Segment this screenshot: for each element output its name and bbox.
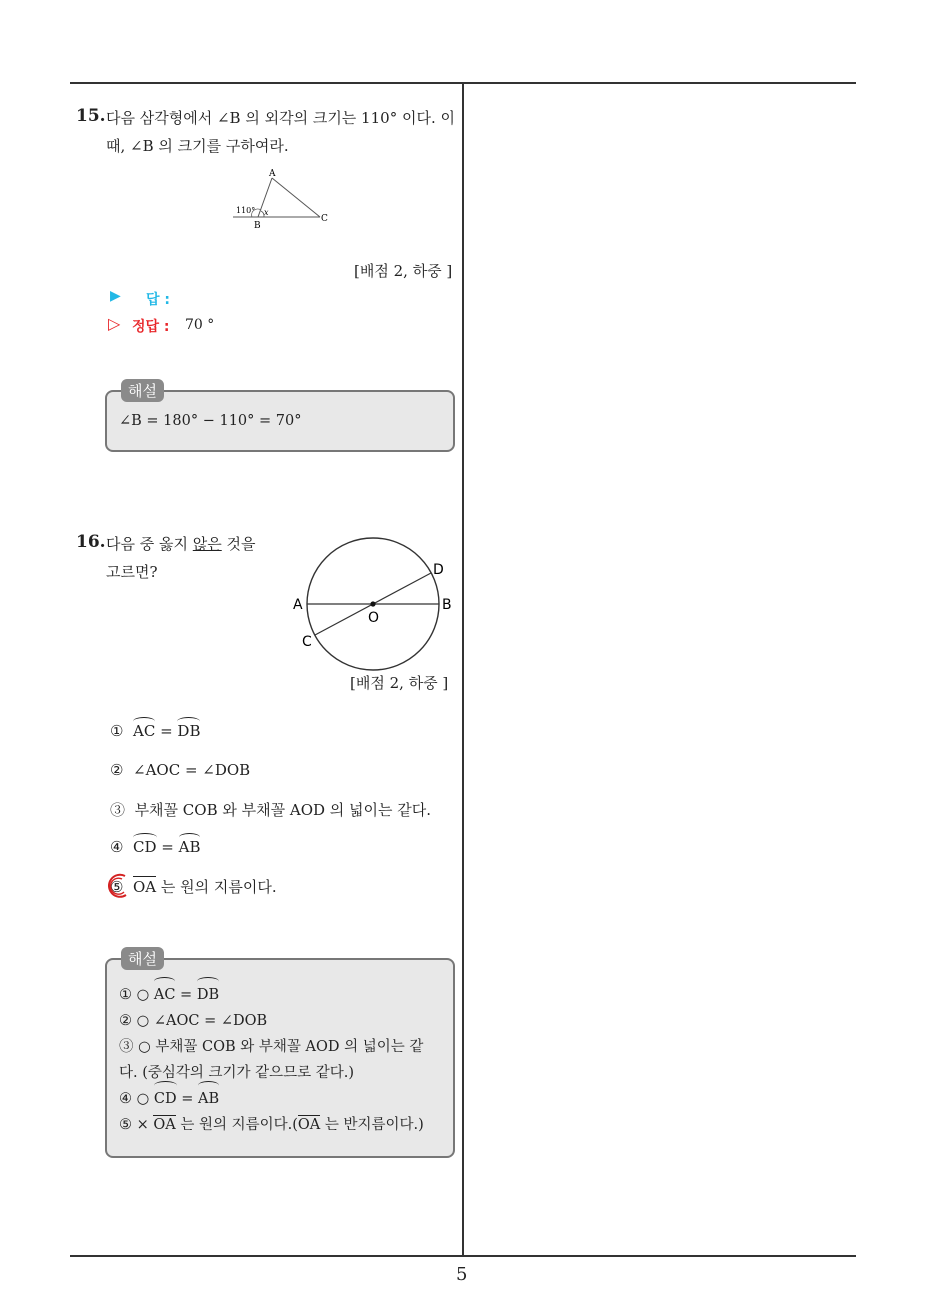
angle-label: 110°	[236, 206, 256, 215]
question-15-line2: 때, ∠B 의 크기를 구하여라.	[106, 137, 289, 155]
explanation-line-3: ③ ○ 부채꼴 COB 와 부채꼴 AOD 의 넓이는 같	[119, 1039, 424, 1055]
explanation-box-16	[105, 950, 455, 1158]
bottom-rule	[70, 1255, 856, 1257]
explanation-line-4: 다. (중심각의 크기가 같으므로 같다.)	[119, 1065, 355, 1081]
label-c: C	[321, 214, 328, 224]
explanation-line-2: ② ○ ∠AOC = ∠DOB	[119, 1013, 268, 1029]
explanation-line-1: ① ○ AC = DB	[119, 982, 445, 1008]
choice-1[interactable]: ① AC = DB	[110, 722, 201, 740]
question-15-meta: [배점 2, 하중 ]	[354, 262, 453, 280]
answer-label: 답 :	[146, 292, 170, 308]
page-number: 5	[456, 1264, 468, 1285]
label-d: D	[433, 562, 444, 578]
column-divider	[462, 84, 464, 1256]
label-o: O	[368, 610, 380, 626]
choice-5[interactable]: ⑤ OA 는 원의 지름이다.	[110, 878, 277, 896]
question-15-line1: 다음 삼각형에서 ∠B 의 외각의 크기는 110° 이다. 이	[106, 109, 455, 127]
explanation-line-5: ④ ○ CD = AB	[119, 1086, 445, 1112]
question-16-line1: 다음 중 옳지 않은 것을	[106, 535, 256, 553]
label-b: B	[442, 597, 452, 613]
answer-arrow-icon: ▶	[110, 288, 121, 304]
selected-answer-circle-icon	[102, 871, 132, 901]
explanation-tag: 해설	[121, 947, 164, 970]
label-c: C	[302, 634, 312, 650]
explanation-tag: 해설	[121, 379, 164, 402]
choice-4[interactable]: ④ CD = AB	[110, 838, 201, 856]
explanation-line-6: ⑤ × OA 는 원의 지름이다.(OA 는 반지름이다.)	[119, 1117, 424, 1133]
explanation-text: ∠B = 180° − 110° = 70°	[119, 413, 302, 429]
explanation-text	[119, 982, 445, 1138]
correct-answer-value: 70 °	[185, 317, 215, 333]
correct-answer-label: 정답 :	[132, 319, 170, 335]
question-15-number: 15.	[76, 106, 106, 126]
circle-figure	[288, 535, 458, 675]
choice-3[interactable]: ③ 부채꼴 COB 와 부채꼴 AOD 의 넓이는 같다.	[110, 801, 432, 819]
label-a: A	[293, 597, 303, 613]
choice-2[interactable]: ② ∠AOC = ∠DOB	[110, 761, 251, 779]
question-16-line2: 고르면?	[106, 563, 158, 581]
correct-answer-arrow-icon: ▷	[108, 314, 121, 333]
label-b: B	[254, 221, 261, 231]
question-16-number: 16.	[76, 532, 106, 552]
label-a: A	[269, 169, 276, 179]
triangle-figure	[228, 165, 338, 235]
x-label: x	[264, 208, 269, 217]
explanation-box-15	[105, 382, 455, 452]
question-16-meta: [배점 2, 하중 ]	[350, 674, 449, 692]
